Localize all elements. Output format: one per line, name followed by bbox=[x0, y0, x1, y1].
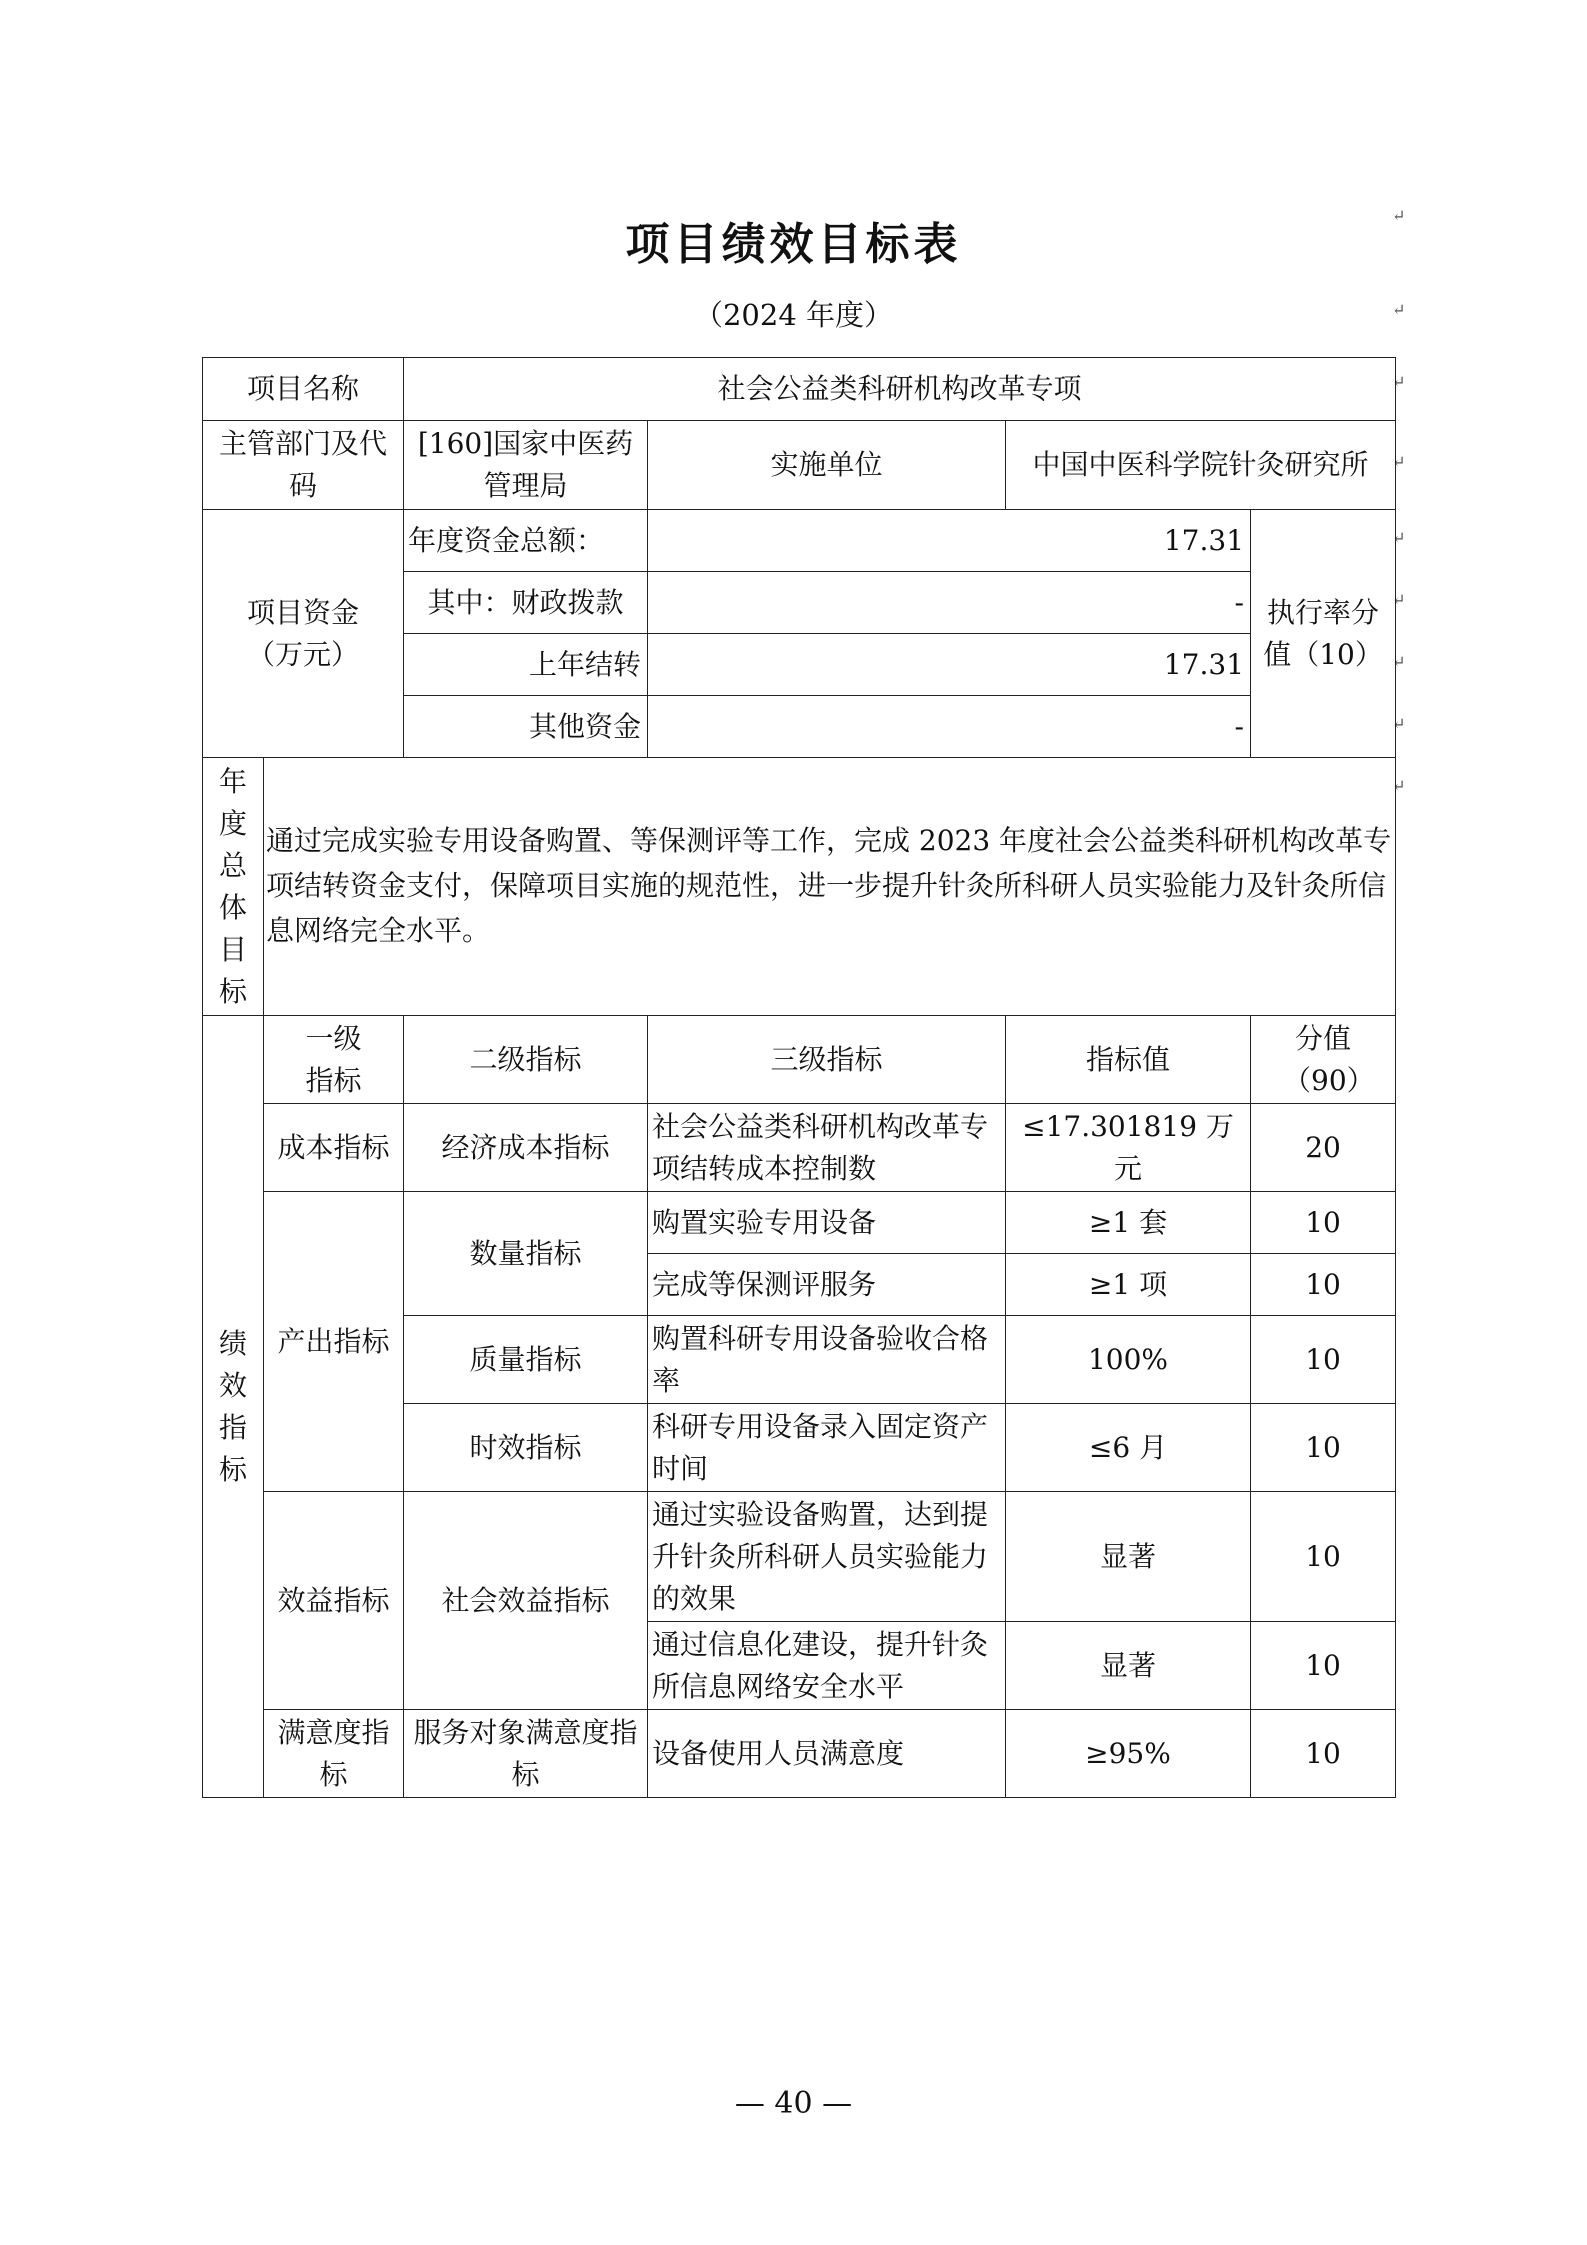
funds-label-text: 项目资金（万元） bbox=[246, 595, 359, 671]
department-row bbox=[203, 421, 1396, 510]
funds-row-label: 上年结转 bbox=[404, 634, 648, 696]
page-number: — 40 — bbox=[734, 2086, 853, 2121]
annual-goal-row bbox=[203, 758, 1396, 1016]
return-mark: ↵ bbox=[1392, 452, 1406, 471]
annual-goal-text: 通过完成实验专用设备购置、等保测评等工作，完成 2023 年度社会公益类科研机构改革专项结转资金支付，保障项目实施的规范性，进一步提升针灸所科研人员实验能力及针灸所信息网络完全水平。 bbox=[264, 758, 1396, 1016]
indicator-value: ≥1 套 bbox=[1006, 1192, 1251, 1254]
return-mark: ↵ bbox=[1392, 714, 1406, 733]
annual-goal-label bbox=[203, 758, 264, 1016]
level3-cell: 通过实验设备购置，达到提升针灸所科研人员实验能力的效果 bbox=[648, 1492, 1006, 1622]
indicator-score: 20 bbox=[1251, 1104, 1396, 1192]
funds-row-label: 其他资金 bbox=[404, 696, 648, 758]
header-level1 bbox=[264, 1016, 404, 1104]
return-mark: ↵ bbox=[1392, 206, 1406, 225]
indicator-row bbox=[203, 1492, 1396, 1622]
level2-quantity: 数量指标 bbox=[404, 1192, 648, 1316]
funds-row-label: 年度资金总额： bbox=[404, 510, 648, 572]
indicator-header-row bbox=[203, 1016, 1396, 1104]
indicator-score: 10 bbox=[1251, 1254, 1396, 1316]
indicator-value: ≤17.301819 万元 bbox=[1006, 1104, 1251, 1192]
header-value: 指标值 bbox=[1006, 1016, 1251, 1104]
level3-cell: 通过信息化建设，提升针灸所信息网络安全水平 bbox=[648, 1622, 1006, 1710]
return-mark: ↵ bbox=[1392, 652, 1406, 671]
annual-goal-label-text: 年度总体目标 bbox=[219, 764, 248, 1008]
indicator-value: ≤6 月 bbox=[1006, 1404, 1251, 1492]
project-name-row bbox=[203, 358, 1396, 421]
level3-cell: 设备使用人员满意度 bbox=[648, 1710, 1006, 1798]
department-value: [160]国家中医药管理局 bbox=[404, 421, 648, 510]
level1-satisfaction-text: 满意度指标 bbox=[277, 1715, 390, 1791]
level3-cell: 完成等保测评服务 bbox=[648, 1254, 1006, 1316]
indicators-label-text: 绩效指标 bbox=[219, 1326, 248, 1486]
indicator-score: 10 bbox=[1251, 1710, 1396, 1798]
level2-service-satisfaction: 服务对象满意度指标 bbox=[404, 1710, 648, 1798]
level2-quality: 质量指标 bbox=[404, 1316, 648, 1404]
execution-rate-score-cell: 执行率分值（10） bbox=[1251, 510, 1396, 758]
indicator-score: 10 bbox=[1251, 1192, 1396, 1254]
page-subtitle: （2024 年度） bbox=[693, 298, 894, 332]
page-title: 项目绩效目标表 bbox=[625, 219, 962, 270]
level1-satisfaction bbox=[264, 1710, 404, 1798]
funds-row-value: - bbox=[648, 696, 1251, 758]
funds-row-value: - bbox=[648, 572, 1251, 634]
level2-social-benefit: 社会效益指标 bbox=[404, 1492, 648, 1710]
header-level3: 三级指标 bbox=[648, 1016, 1006, 1104]
indicators-label bbox=[203, 1016, 264, 1798]
level2-economic-cost: 经济成本指标 bbox=[404, 1104, 648, 1192]
level1-cost: 成本指标 bbox=[264, 1104, 404, 1192]
funds-label bbox=[203, 510, 404, 758]
indicator-score: 10 bbox=[1251, 1404, 1396, 1492]
funds-row-label: 其中：财政拨款 bbox=[404, 572, 648, 634]
header-level2: 二级指标 bbox=[404, 1016, 648, 1104]
funds-row-value: 17.31 bbox=[648, 510, 1251, 572]
return-mark: ↵ bbox=[1392, 776, 1406, 795]
header-score-text: 分值（90） bbox=[1283, 1021, 1375, 1097]
project-name-label: 项目名称 bbox=[203, 358, 404, 421]
level2-timeliness: 时效指标 bbox=[404, 1404, 648, 1492]
indicator-value: 100% bbox=[1006, 1316, 1251, 1404]
indicator-value: ≥1 项 bbox=[1006, 1254, 1251, 1316]
return-mark: ↵ bbox=[1392, 590, 1406, 609]
indicator-score: 10 bbox=[1251, 1316, 1396, 1404]
return-mark: ↵ bbox=[1392, 300, 1406, 319]
level1-output: 产出指标 bbox=[264, 1192, 404, 1492]
level1-benefit: 效益指标 bbox=[264, 1492, 404, 1710]
implementing-unit-label: 实施单位 bbox=[648, 421, 1006, 510]
implementing-unit-value: 中国中医科学院针灸研究所 bbox=[1006, 421, 1396, 510]
department-label: 主管部门及代码 bbox=[203, 421, 404, 510]
level3-cell: 社会公益类科研机构改革专项结转成本控制数 bbox=[648, 1104, 1006, 1192]
indicator-value: ≥95% bbox=[1006, 1710, 1251, 1798]
funds-row-value: 17.31 bbox=[648, 634, 1251, 696]
header-level1-text: 一级指标 bbox=[305, 1021, 362, 1097]
indicator-row bbox=[203, 1710, 1396, 1798]
indicator-value: 显著 bbox=[1006, 1622, 1251, 1710]
funds-row bbox=[203, 510, 1396, 572]
header-score bbox=[1251, 1016, 1396, 1104]
return-mark: ↵ bbox=[1392, 528, 1406, 547]
performance-target-table bbox=[202, 357, 1396, 1798]
indicator-value: 显著 bbox=[1006, 1492, 1251, 1622]
indicator-score: 10 bbox=[1251, 1622, 1396, 1710]
indicator-row bbox=[203, 1104, 1396, 1192]
level3-cell: 科研专用设备录入固定资产时间 bbox=[648, 1404, 1006, 1492]
indicator-score: 10 bbox=[1251, 1492, 1396, 1622]
level3-cell: 购置科研专用设备验收合格率 bbox=[648, 1316, 1006, 1404]
indicator-row bbox=[203, 1192, 1396, 1254]
return-mark: ↵ bbox=[1392, 372, 1406, 391]
project-name-value: 社会公益类科研机构改革专项 bbox=[404, 358, 1396, 421]
level3-cell: 购置实验专用设备 bbox=[648, 1192, 1006, 1254]
